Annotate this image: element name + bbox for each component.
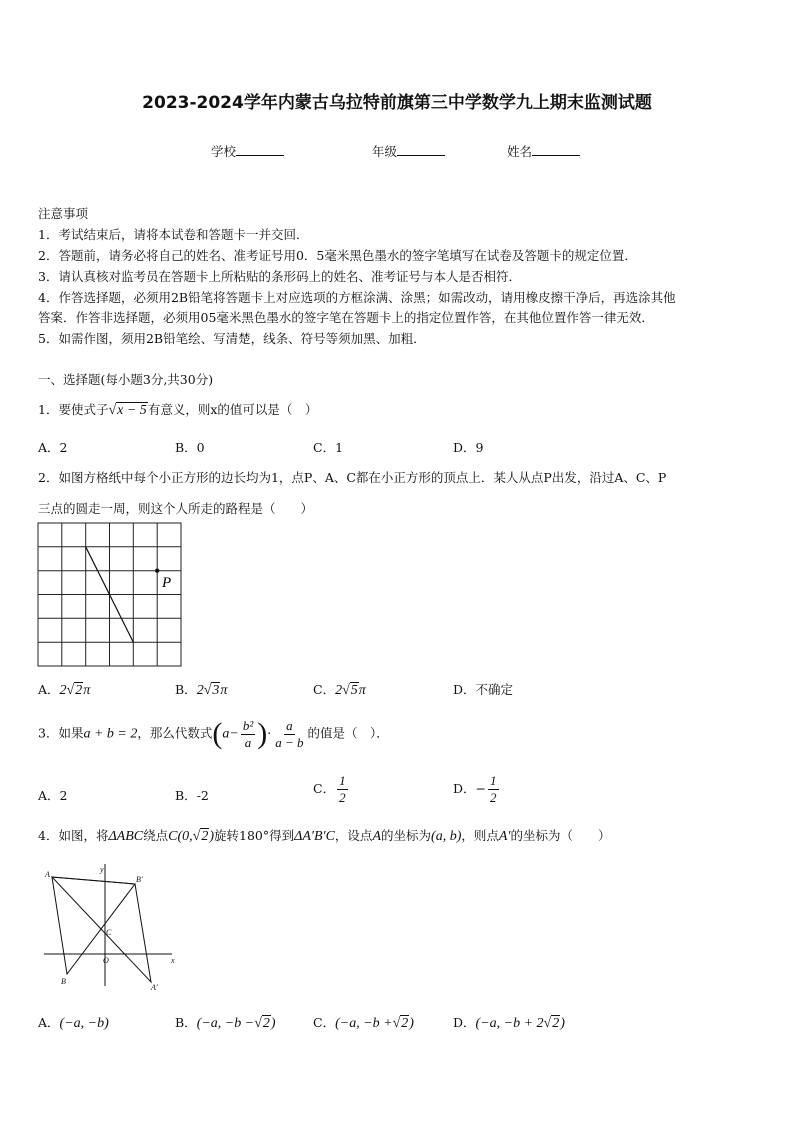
rotation-figure xyxy=(40,862,185,994)
notice-item: 答案．作答非选择题，必须用05毫米黑色墨水的签字笔在答题卡上的指定位置作答，在其他位置作答一律无效． xyxy=(38,310,654,325)
grade-blank[interactable] xyxy=(397,144,445,156)
q1-option-b[interactable]: B．0 xyxy=(175,440,205,455)
label-o: O xyxy=(103,956,109,965)
q1-radical: √x − 5 xyxy=(108,403,147,418)
name-field xyxy=(507,142,580,160)
grade-label: 年级 xyxy=(372,144,398,159)
notice-item: 2．答题前，请务必将自己的姓名、准考证号用0．5毫米黑色墨水的签字笔填写在试卷及答题卡的规定位置． xyxy=(38,248,637,263)
notice-item: 4．作答选择题，必须用2B铅笔将答题卡上对应选项的方框涂满、涂黑；如需改动，请用橡皮擦干净后，再选涂其他 xyxy=(38,290,676,305)
notice-item: 1．考试结束后，请将本试卷和答题卡一并交回． xyxy=(38,227,309,242)
label-b: B xyxy=(61,977,66,986)
q4-option-a[interactable]: A．(−a, −b) xyxy=(38,1015,109,1031)
q3-fraction-2: $\frac{a}{a - b}$ xyxy=(275,717,304,750)
q3-option-d[interactable]: D．− $\frac{1}{2}$ xyxy=(453,773,497,805)
q2-option-c[interactable]: C．2√5π xyxy=(313,682,366,698)
q3-fraction-1: $\frac{\text{b²}}{a}$ xyxy=(242,717,254,750)
q3-option-c[interactable]: C． $\frac{1}{2}$ xyxy=(313,773,346,805)
section-heading: 一、选择题(每小题3分,共30分) xyxy=(38,372,214,387)
q3-option-b[interactable]: B．-2 xyxy=(175,788,209,803)
name-label: 姓名 xyxy=(507,144,533,159)
label-c: C xyxy=(106,928,112,937)
q1-option-a[interactable]: A．2 xyxy=(38,440,68,455)
label-b-prime: B′ xyxy=(136,875,143,884)
q1-option-c[interactable]: C．1 xyxy=(313,440,344,455)
question-3: 3．如果a + b = 2，那么代数式(a− $\frac{\text{b²}}{a}$ )· $\frac{a}{a - b}$ 的值是（ ）． xyxy=(38,717,389,750)
q2-option-d[interactable]: D．不确定 xyxy=(453,682,514,697)
label-a-prime: A′ xyxy=(151,983,158,992)
name-blank[interactable] xyxy=(532,144,580,156)
question-1 xyxy=(38,400,317,419)
q2-text-line1: 2．如图方格纸中每个小正方形的边长均为1，点P、A、C都在小正方形的顶点上．某人从点P出发，沿过A、C、P xyxy=(38,470,667,485)
grade-field xyxy=(372,142,445,160)
point-p xyxy=(155,569,159,573)
triangle-abc xyxy=(52,877,135,974)
q1-option-d[interactable]: D．9 xyxy=(453,440,484,455)
question-4: 4．如图，将ΔABC绕点C(0,√2)旋转180°得到ΔA′B′C，设点A的坐标为(a, b)，则点A′的坐标为（ ） xyxy=(38,828,611,844)
label-y: y xyxy=(100,865,104,874)
q2-option-a[interactable]: A．2√2π xyxy=(38,682,91,698)
notice-heading: 注意事项 xyxy=(38,206,89,221)
q3-option-a[interactable]: A．2 xyxy=(38,788,68,803)
triangle-a1b1c xyxy=(52,877,151,982)
school-label: 学校 xyxy=(211,144,237,159)
q2-text-line2: 三点的圆走一周，则这个人所走的路程是（ ） xyxy=(38,501,314,516)
notice-item: 5．如需作图，须用2B铅笔绘、写清楚，线条、符号等须加黑、加粗． xyxy=(38,331,426,346)
q1-post: 有意义，则x的值可以是（ ） xyxy=(147,402,318,417)
q1-pre: 1．要使式子 xyxy=(38,402,109,417)
grid-figure xyxy=(37,522,187,668)
q4-option-c[interactable]: C．(−a, −b +√2) xyxy=(313,1015,414,1031)
notice-item: 3．请认真核对监考员在答题卡上所粘贴的条形码上的姓名、准考证号与本人是否相符． xyxy=(38,269,521,284)
page-title: 2023-2024学年内蒙古乌拉特前旗第三中学数学九上期末监测试题 xyxy=(142,93,652,113)
label-a: A xyxy=(45,870,50,879)
q4-option-b[interactable]: B．(−a, −b −√2) xyxy=(175,1015,276,1031)
label-x: x xyxy=(171,956,175,965)
point-p-label: P xyxy=(162,575,172,591)
school-field xyxy=(211,142,284,160)
q2-option-b[interactable]: B．2√3π xyxy=(175,682,228,698)
q4-option-d[interactable]: D．(−a, −b + 2√2) xyxy=(453,1015,565,1031)
school-blank[interactable] xyxy=(236,144,284,156)
